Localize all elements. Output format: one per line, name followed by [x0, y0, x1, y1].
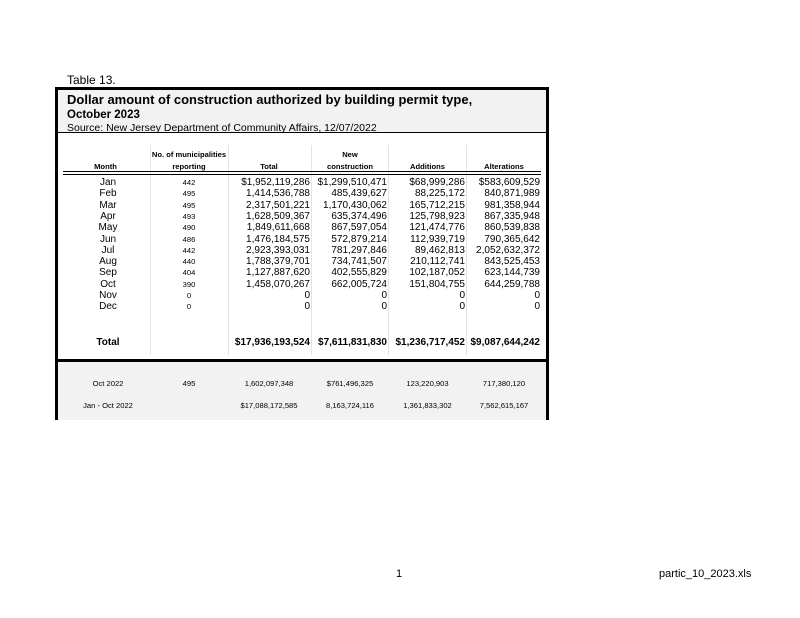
new-construction-cell: 572,879,214 [331, 233, 387, 245]
table-row [58, 267, 546, 278]
total-cell: 1,849,611,668 [246, 222, 310, 234]
alterations-cell: 0 [534, 290, 540, 301]
municipalities-cell: 404 [182, 268, 196, 278]
total-cell: 1,127,887,620 [246, 267, 310, 279]
table-frame [55, 87, 549, 420]
total-cell: 0 [304, 301, 310, 313]
new-construction-cell: 867,597,054 [331, 222, 387, 234]
comparison-additions: 123,220,903 [406, 379, 449, 388]
new-construction-cell: 1,170,430,062 [323, 199, 387, 211]
total-cell: 2,923,393,031 [246, 244, 310, 256]
additions-cell: 165,712,215 [409, 199, 465, 211]
comparison-new: 8,163,724,116 [326, 401, 374, 410]
table-subtitle: October 2023 [67, 109, 140, 121]
comparison-total: 1,602,097,348 [244, 379, 294, 388]
alterations-cell: 840,871,989 [484, 188, 540, 200]
month-cell: May [98, 222, 118, 234]
total-cell: $1,952,119,286 [241, 177, 310, 188]
new-construction-cell: 662,005,724 [331, 278, 387, 290]
table-row [58, 290, 546, 301]
alterations-cell: 2,052,632,372 [476, 244, 540, 256]
total-cell: 1,476,184,575 [246, 233, 310, 245]
total-cell: 1,458,070,267 [246, 278, 310, 290]
month-cell: Aug [99, 256, 117, 268]
page-number: 1 [396, 568, 403, 580]
comparison-muni: 495 [182, 379, 196, 388]
total-cell: 2,317,501,221 [246, 199, 310, 211]
municipalities-cell: 495 [182, 189, 196, 199]
municipalities-cell: 0 [186, 291, 192, 300]
comparison-new: $761,496,325 [326, 379, 374, 388]
total-cell: 1,788,379,701 [246, 256, 310, 268]
municipalities-cell: 490 [182, 223, 196, 233]
alterations-cell: 0 [534, 301, 540, 313]
table-source: Source: New Jersey Department of Community Affairs, 12/07/2022 [67, 122, 377, 134]
total-new: $7,611,831,830 [318, 337, 387, 348]
additions-cell: 102,187,052 [409, 267, 465, 279]
comparison-alterations: 7,562,615,167 [479, 401, 529, 410]
data-table [58, 133, 546, 359]
month-cell: Mar [99, 199, 117, 211]
table-row [58, 256, 546, 267]
table-row [58, 211, 546, 222]
new-construction-cell: 0 [381, 301, 387, 313]
new-construction-cell: $1,299,510,471 [317, 177, 387, 188]
total-additions: $1,236,717,452 [395, 337, 465, 348]
file-name: partic_10_2023.xls [659, 568, 752, 580]
new-construction-cell: 402,555,829 [331, 267, 387, 279]
alterations-cell: $583,609,529 [478, 177, 540, 188]
col-header-new-line1: New [342, 150, 358, 159]
header-rule [63, 171, 541, 172]
additions-cell: 0 [459, 301, 465, 313]
table-row [58, 279, 546, 290]
municipalities-cell: 0 [186, 302, 192, 312]
new-construction-cell: 734,741,507 [331, 256, 387, 268]
table-header [58, 90, 546, 133]
alterations-cell: 860,539,838 [484, 222, 540, 234]
total-total: $17,936,193,524 [234, 337, 310, 348]
comparison-row [58, 378, 546, 389]
table-row [58, 245, 546, 256]
month-cell: Jan [99, 177, 117, 188]
comparison-row [58, 400, 546, 411]
additions-cell: $68,999,286 [409, 177, 465, 188]
month-cell: Jun [99, 233, 117, 245]
additions-cell: 125,798,923 [409, 210, 465, 222]
additions-cell: 151,804,755 [409, 278, 465, 290]
municipalities-cell: 442 [182, 245, 196, 255]
table-title: Dollar amount of construction authorized by building permit type, [67, 92, 473, 107]
table-label: Table 13. [67, 73, 116, 87]
total-alterations: $9,087,644,242 [470, 337, 540, 348]
comparison-total: $17,088,172,585 [240, 401, 298, 410]
municipalities-cell: 493 [182, 211, 196, 221]
table-row [58, 200, 546, 211]
month-cell: Dec [99, 301, 117, 313]
additions-cell: 88,225,172 [414, 188, 465, 200]
municipalities-cell: 390 [182, 279, 196, 289]
alterations-cell: 843,525,453 [484, 256, 540, 268]
col-header-additions: Additions [409, 162, 445, 171]
comparison-alterations: 717,380,120 [482, 379, 526, 388]
col-header-muni-line1: No. of municipalities [151, 150, 227, 159]
month-cell: Oct [100, 278, 116, 290]
additions-cell: 210,112,741 [410, 256, 465, 268]
col-header-alterations: Alterations [484, 162, 524, 171]
additions-cell: 0 [459, 290, 465, 301]
new-construction-cell: 781,297,846 [331, 244, 387, 256]
comparison-label: Jan - Oct 2022 [83, 401, 133, 410]
col-header-new-line2: construction [327, 162, 373, 171]
header-rule [63, 174, 541, 175]
total-cell: 1,628,509,367 [246, 210, 310, 222]
table-row [58, 301, 546, 312]
total-row [58, 337, 546, 348]
table-row [58, 234, 546, 245]
municipalities-cell: 486 [182, 234, 196, 244]
alterations-cell: 981,358,944 [484, 199, 540, 211]
comparison-label: Oct 2022 [92, 379, 124, 388]
new-construction-cell: 0 [381, 290, 387, 301]
municipalities-cell: 440 [182, 257, 196, 267]
new-construction-cell: 485,439,627 [331, 188, 387, 200]
alterations-cell: 644,259,788 [484, 278, 540, 290]
total-cell: 1,414,536,788 [246, 188, 310, 200]
month-cell: Feb [99, 188, 117, 200]
additions-cell: 112,939,719 [410, 233, 465, 245]
col-header-month: Month [94, 162, 117, 171]
additions-cell: 89,462,813 [414, 244, 465, 256]
table-row [58, 222, 546, 233]
month-cell: Sep [99, 267, 117, 279]
additions-cell: 121,474,776 [409, 222, 465, 234]
col-header-total: Total [260, 162, 278, 171]
total-label: Total [96, 337, 120, 348]
municipalities-cell: 442 [182, 178, 196, 187]
new-construction-cell: 635,374,496 [331, 210, 387, 222]
month-cell: Apr [100, 210, 116, 222]
comparison-additions: 1,361,833,302 [403, 401, 452, 410]
alterations-cell: 623,144,739 [484, 267, 540, 279]
alterations-cell: 867,335,948 [484, 210, 540, 222]
municipalities-cell: 495 [182, 200, 196, 210]
table-row [58, 177, 546, 188]
table-row [58, 188, 546, 199]
comparison-section [58, 359, 546, 420]
total-cell: 0 [304, 290, 310, 301]
col-header-muni-line2: reporting [172, 162, 206, 171]
alterations-cell: 790,365,642 [484, 233, 540, 245]
month-cell: Jul [101, 244, 115, 256]
month-cell: Nov [99, 290, 117, 301]
